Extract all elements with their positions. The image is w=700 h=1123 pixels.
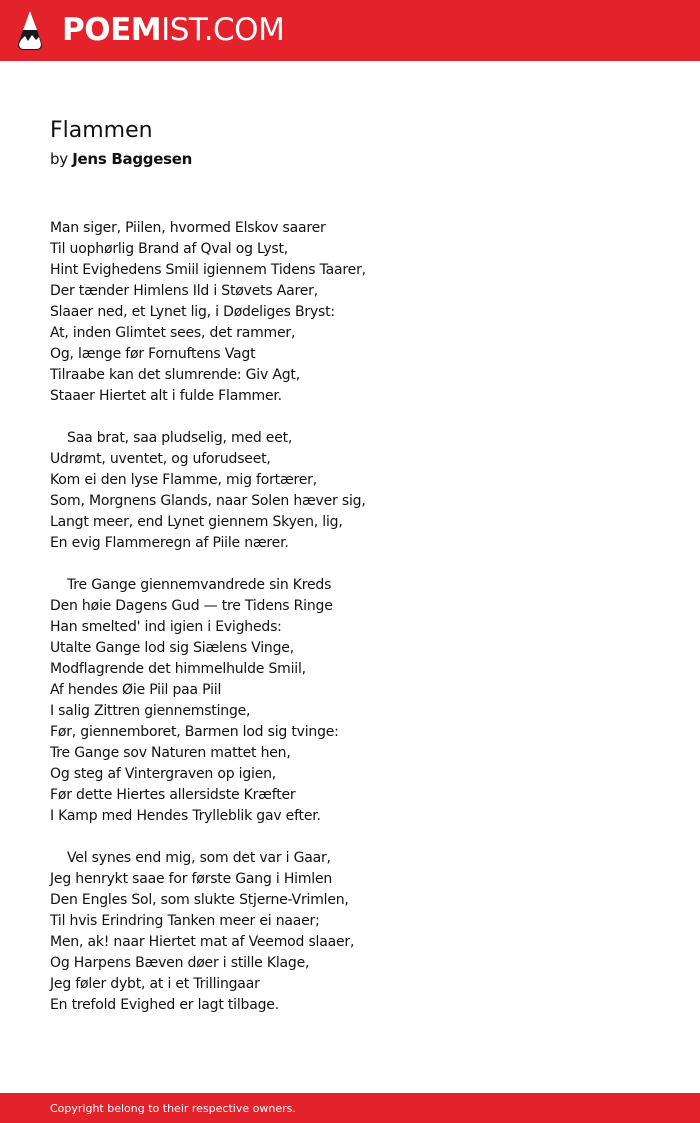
poem-line: Af hendes Øie Piil paa Piil <box>50 682 222 698</box>
poem-line: Vel synes end mig, som det var i Gaar, <box>50 850 331 866</box>
poem-line: Kom ei den lyse Flamme, mig fortærer, <box>50 472 317 488</box>
poem-line: At, inden Glimtet sees, det rammer, <box>50 325 296 341</box>
poem-line: Modflagrende det himmelhulde Smiil, <box>50 661 306 677</box>
poem-line: En evig Flammeregn af Piile nærer. <box>50 535 289 551</box>
poem-body <box>50 218 670 1037</box>
poem-author: Jens Baggesen <box>72 150 192 168</box>
poem-stanza <box>50 428 670 554</box>
poem-line: Før dette Hiertes allersidste Kræfter <box>50 787 296 803</box>
poem-line: Der tænder Himlens Ild i Støvets Aarer, <box>50 283 318 299</box>
poem-line: Jeg føler dybt, at i et Trillingaar <box>50 976 260 992</box>
poem-line: Han smelted' ind igien i Evigheds: <box>50 619 282 635</box>
poem-line: Tre Gange giennemvandrede sin Kreds <box>50 577 332 593</box>
poem-line: Jeg henrykt saae for første Gang i Himlen <box>50 871 333 887</box>
poem-line: Langt meer, end Lynet giennem Skyen, lig, <box>50 514 343 530</box>
poem-line: Staaer Hiertet alt i fulde Flammer. <box>50 388 282 404</box>
poem-line: Og steg af Vintergraven op igien, <box>50 766 277 782</box>
pencil-tip-icon[interactable] <box>17 10 43 51</box>
poem-line: Utalte Gange lod sig Siælens Vinge, <box>50 640 294 656</box>
poem-stanza <box>50 218 670 407</box>
poem-line: Slaaer ned, et Lynet lig, i Dødeliges Bryst: <box>50 304 335 320</box>
poem-line: Udrømt, uventet, og uforudseet, <box>50 451 271 467</box>
poem-line: Saa brat, saa pludselig, med eet, <box>50 430 293 446</box>
poem-line: I Kamp med Hendes Trylleblik gav efter. <box>50 808 321 824</box>
poem-line: Man siger, Piilen, hvormed Elskov saarer <box>50 220 326 236</box>
poem-line: Tilraabe kan det slumrende: Giv Agt, <box>50 367 300 383</box>
poem-line: Den Engles Sol, som slukte Stjerne-Vrimlen, <box>50 892 349 908</box>
poem-line: Hint Evighedens Smiil igiennem Tidens Taarer, <box>50 262 366 278</box>
poem-title: Flammen <box>50 118 153 143</box>
poem-line: En trefold Evighed er lagt tilbage. <box>50 997 279 1013</box>
poem-byline <box>50 148 192 170</box>
logo-bold-text: POEM <box>62 12 162 48</box>
poem-line: I salig Zittren giennemstinge, <box>50 703 251 719</box>
poem-line: Men, ak! naar Hiertet mat af Veemod slaaer, <box>50 934 355 950</box>
site-logo[interactable] <box>62 10 284 50</box>
poem-line: Til uophørlig Brand af Qval og Lyst, <box>50 241 289 257</box>
logo-thin-text: IST.COM <box>161 12 285 48</box>
poem-line: Tre Gange sov Naturen mattet hen, <box>50 745 291 761</box>
poem-line: Og, længe før Fornuftens Vagt <box>50 346 256 362</box>
poem-line: Til hvis Erindring Tanken meer ei naaer; <box>50 913 320 929</box>
site-footer <box>0 1093 700 1123</box>
poem-stanza <box>50 575 670 827</box>
poem-line: Og Harpens Bæven døer i stille Klage, <box>50 955 310 971</box>
by-label: by <box>50 150 68 168</box>
poem-stanza <box>50 848 670 1016</box>
poem-line: Som, Morgnens Glands, naar Solen hæver sig, <box>50 493 366 509</box>
copyright-notice: Copyright belong to their respective owners. <box>50 1102 296 1115</box>
poem-line: Den høie Dagens Gud — tre Tidens Ringe <box>50 598 333 614</box>
site-header <box>0 0 700 61</box>
poem-line: Før, giennemboret, Barmen lod sig tvinge: <box>50 724 339 740</box>
